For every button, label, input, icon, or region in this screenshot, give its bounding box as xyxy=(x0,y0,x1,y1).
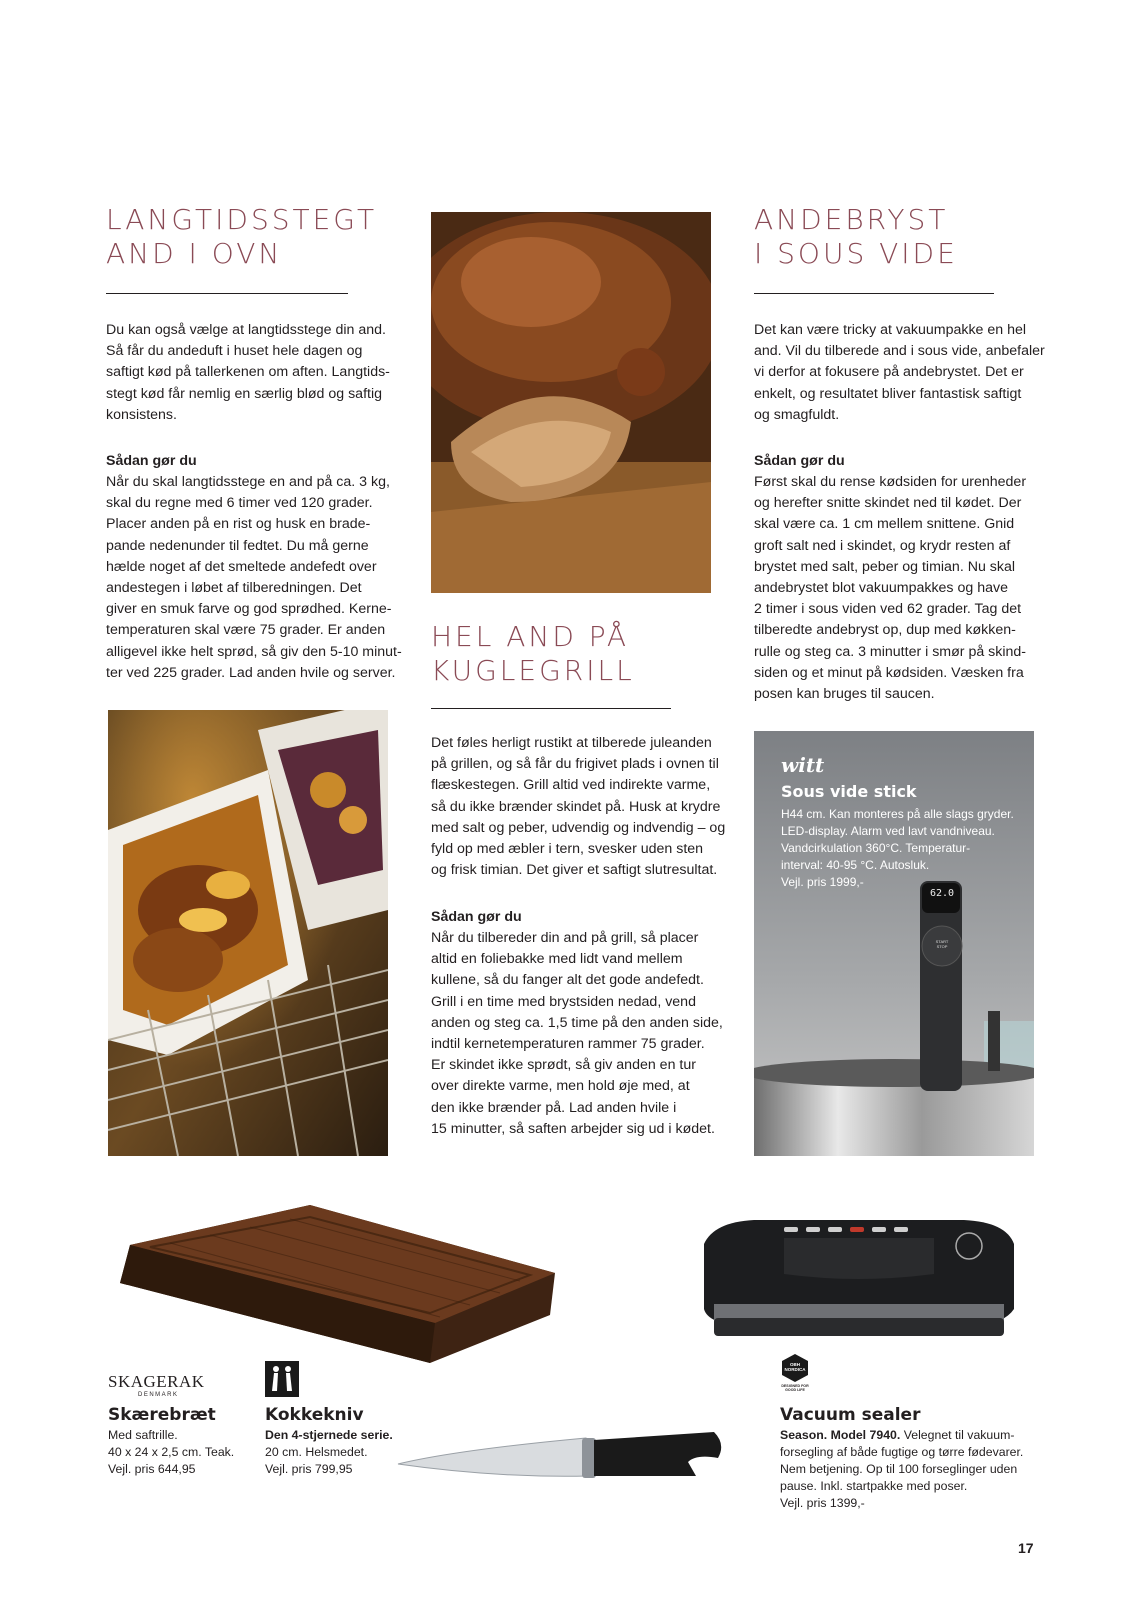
right-divider xyxy=(754,293,994,294)
board-text: Med saftrille. 40 x 24 x 2,5 cm. Teak. Vejl. pris 644,95 xyxy=(108,1428,235,1476)
middle-intro: Det føles herligt rustikt at tilberede juleanden på grillen, og så får du frigivet plads i ovnen til flæskestegen. Grill altid ved indirekte varme, så du ikke brænder skindet på. Husk at krydre med salt og peber, udvendig og indvendig – og fyld op med æbler i tern, svesker uden sten og frisk timian. Det giver et saftigt slutresultat. xyxy=(431,735,726,879)
duck-board-illustration xyxy=(431,212,711,593)
sous-vide-title: Sous vide stick xyxy=(781,782,917,801)
sealer-title: Vacuum sealer xyxy=(780,1405,921,1425)
right-heading-line1: ANDEBRYST xyxy=(754,203,949,236)
board-title: Skærebræt xyxy=(108,1405,216,1425)
duck-oven-illustration xyxy=(108,710,388,1156)
skagerak-logo-sub: DENMARK xyxy=(138,1392,179,1398)
obh-nordica-logo xyxy=(780,1353,810,1393)
obh-logo-tagline: DESIGNED FOR GOOD LIFE xyxy=(781,1384,809,1392)
right-subhead: Sådan gør du xyxy=(754,453,845,469)
sous-vide-display: 62.0 xyxy=(929,888,955,899)
knife-text: 20 cm. Helsmedet. Vejl. pris 799,95 xyxy=(265,1445,368,1476)
knife-bold xyxy=(265,1427,393,1444)
left-section xyxy=(106,203,386,271)
witt-logo: witt xyxy=(781,753,825,777)
left-heading-line1: LANGTIDSSTEGT xyxy=(106,203,378,236)
left-steps: Når du skal langtidsstege en and på ca. 3 kg, skal du regne med 6 timer ved 120 grader. Placer anden på en rist og husk en brade- pande nedenunder til fedtet. Du må gerne hælde noget af det smeltede andefedt over andestegen i løbet af tilberedningen. Det giver en smuk farve og god sprødhed. Kerne- temperaturen skal være 75 grader. Er anden alligevel ikke helt sprød, så giv den 5-10 minut- ter ved 225 grader. Lad anden hvile og server. xyxy=(106,474,402,681)
sous-vide-text: H44 cm. Kan monteres på alle slags gryder. LED-display. Alarm ved lavt vandniveau. Vandcirkulation 360°C. Temperatur- interval: 40-95 °C. Autosluk. Vejl. pris 1999,- xyxy=(781,807,1014,889)
duck-oven-photo xyxy=(108,710,388,1156)
sealer-body-text: Velegnet til vakuum- forsegling af både fugtige og tørre fødevarer. Nem betjening. Op til 100 forseglinger uden pause. Inkl. startpakke med poser. Vejl. pris 1399,- xyxy=(780,1428,1024,1510)
right-section xyxy=(754,203,1034,271)
left-divider xyxy=(106,293,348,294)
chef-knife-image xyxy=(396,1428,726,1488)
right-heading-line2: I SOUS VIDE xyxy=(754,237,958,270)
cutting-board-image xyxy=(110,1205,560,1365)
left-intro: Du kan også vælge at langtidsstege din and. Så får du andeduft i huset hele dagen og saftigt kød på tallerkenen om aften. Langtids- stegt kød får nemlig en særlig blød og saftig konsistens. xyxy=(106,322,390,423)
chef-knife-illustration xyxy=(396,1428,726,1488)
page-number: 17 xyxy=(1018,1540,1034,1556)
middle-subhead: Sådan gør du xyxy=(431,909,522,925)
vacuum-sealer-illustration xyxy=(694,1214,1024,1344)
middle-section xyxy=(431,620,711,688)
right-intro: Det kan være tricky at vakuumpakke en hel and. Vil du tilberede and i sous vide, anbefaler vi derfor at fokusere på andebrystet. Det er enkelt, og resultatet bliver fantastisk saftigt og smagfuldt. xyxy=(754,322,1045,423)
duck-board-photo xyxy=(431,212,711,593)
left-subhead: Sådan gør du xyxy=(106,453,197,469)
cutting-board-illustration xyxy=(110,1205,560,1365)
middle-steps: Når du tilbereder din and på grill, så placer altid en foliebakke med lidt vand mellem kullene, så du fanger alt det gode andefedt. Grill i en time med brystsiden nedad, vend anden og steg ca. 1,5 time på den anden side, indtil kernetemperaturen rammer 75 grader. Er skindet ikke sprødt, så giv anden en tur over direkte varme, men hold øje med, at den ikke brænder på. Lad anden hvile i 15 minutter, så saften arbejder sig ud i kødet. xyxy=(431,930,723,1137)
sealer-text xyxy=(780,1427,1050,1512)
zwilling-twins-icon xyxy=(265,1361,299,1397)
start-stop-label: START STOP xyxy=(935,939,949,949)
middle-heading-line2: KUGLEGRILL xyxy=(431,654,635,687)
knife-title: Kokkekniv xyxy=(265,1405,364,1425)
right-heading xyxy=(754,203,1034,271)
knife-bold-text: Den 4-stjernede serie. xyxy=(265,1428,393,1442)
right-steps: Først skal du rense kødsiden for urenheder og herefter snitte skindet ned til kødet. Der skal være ca. 1 cm mellem snittene. Gnid groft salt ned i skindet, og krydr resten af brystet med salt, peber og timian. Nu skal andebrystet blot vakuumpakkes og have 2 timer i sous viden ved 62 grader. Tag det tilberedte andebryst op, dup med køkken- rulle og steg ca. 3 minutter i smør på skind- siden og et minut på kødsiden. Væsken fra posen kan bruges til saucen. xyxy=(754,474,1027,703)
middle-heading-line1: HEL AND PÅ xyxy=(431,620,630,653)
sealer-bold-text: Season. Model 7940. xyxy=(780,1428,901,1442)
middle-divider xyxy=(431,708,671,709)
left-heading xyxy=(106,203,386,271)
left-heading-line2: AND I OVN xyxy=(106,237,283,270)
skagerak-logo: SKAGERAK xyxy=(108,1372,205,1391)
obh-logo-text: OBH NORDICA xyxy=(784,1362,806,1372)
middle-heading xyxy=(431,620,711,688)
sous-vide-ad xyxy=(754,731,1034,1156)
zwilling-logo xyxy=(265,1361,299,1397)
vacuum-sealer-image xyxy=(694,1214,1024,1344)
